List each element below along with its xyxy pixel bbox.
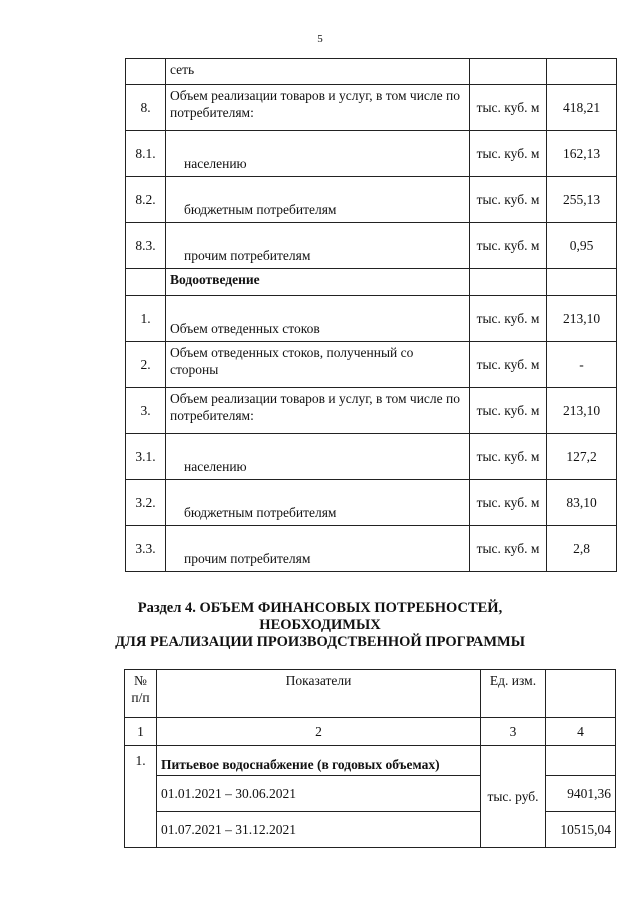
column-number: 1 (125, 718, 157, 746)
period: 01.01.2021 – 30.06.2021 (157, 776, 481, 812)
row-name: Объем отведенных стоков (166, 296, 470, 342)
row-name: Объем реализации товаров и услуг, в том числе по потребителям: (166, 388, 470, 434)
row-value: 127,2 (547, 434, 617, 480)
row-name: бюджетным потребителям (166, 480, 470, 526)
row-unit: тыс. куб. м (470, 480, 547, 526)
row-unit: тыс. куб. м (470, 296, 547, 342)
row-unit: тыс. куб. м (470, 434, 547, 480)
row-number: 1. (125, 746, 157, 848)
column-number: 3 (481, 718, 546, 746)
column-number: 4 (546, 718, 616, 746)
row-unit (470, 59, 547, 85)
page-number: 5 (317, 33, 323, 45)
header-num: № п/п (125, 670, 157, 718)
row-unit: тыс. куб. м (470, 388, 547, 434)
row-unit: тыс. куб. м (470, 223, 547, 269)
table-row (126, 131, 617, 177)
period-value: 10515,04 (546, 812, 616, 848)
row-number: 8.2. (126, 177, 166, 223)
header-row (125, 670, 616, 718)
row-value: 0,95 (547, 223, 617, 269)
table-row (126, 85, 617, 131)
row-value: 83,10 (547, 480, 617, 526)
row-name: прочим потребителям (166, 526, 470, 572)
period: 01.07.2021 – 31.12.2021 (157, 812, 481, 848)
volume-table (125, 58, 617, 572)
row-number: 8.1. (126, 131, 166, 177)
section-row (126, 269, 617, 296)
table-row (126, 59, 617, 85)
column-number: 2 (157, 718, 481, 746)
row-name: Объем реализации товаров и услуг, в том числе по потребителям: (166, 85, 470, 131)
row-value: - (547, 342, 617, 388)
heading-line: ДЛЯ РЕАЛИЗАЦИИ ПРОИЗВОДСТВЕННОЙ ПРОГРАММЫ (115, 634, 525, 650)
row-name: бюджетным потребителям (166, 177, 470, 223)
finance-table (124, 669, 616, 848)
row-name: Питьевое водоснабжение (в годовых объемах) (157, 746, 481, 776)
table-row (126, 434, 617, 480)
row-value: 418,21 (547, 85, 617, 131)
row-number (126, 59, 166, 85)
row-name: населению (166, 131, 470, 177)
row-value: 2,8 (547, 526, 617, 572)
heading-line: Раздел 4. ОБЪЕМ ФИНАНСОВЫХ ПОТРЕБНОСТЕЙ, (137, 600, 503, 616)
row-number: 2. (126, 342, 166, 388)
heading-line: НЕОБХОДИМЫХ (259, 617, 381, 633)
row-unit (470, 269, 547, 296)
row-unit: тыс. руб. (481, 746, 546, 848)
table-row (125, 746, 616, 776)
table-row (126, 223, 617, 269)
row-value: 213,10 (547, 388, 617, 434)
table-row (126, 480, 617, 526)
row-unit: тыс. куб. м (470, 85, 547, 131)
row-number: 3. (126, 388, 166, 434)
row-number: 8.3. (126, 223, 166, 269)
table-row (126, 296, 617, 342)
row-unit: тыс. куб. м (470, 342, 547, 388)
row-number: 1. (126, 296, 166, 342)
row-number: 3.1. (126, 434, 166, 480)
row-unit: тыс. куб. м (470, 177, 547, 223)
row-name: сеть (166, 59, 470, 85)
table-row (126, 177, 617, 223)
row-unit: тыс. куб. м (470, 131, 547, 177)
table-row (126, 526, 617, 572)
table-row (126, 342, 617, 388)
row-name: прочим потребителям (166, 223, 470, 269)
row-value (547, 59, 617, 85)
period-value: 9401,36 (546, 776, 616, 812)
header-value (546, 670, 616, 718)
header-unit: Ед. изм. (481, 670, 546, 718)
row-number: 8. (126, 85, 166, 131)
row-name: Объем отведенных стоков, полученный со стороны (166, 342, 470, 388)
column-numbers-row (125, 718, 616, 746)
row-number: 3.2. (126, 480, 166, 526)
row-value (546, 746, 616, 776)
row-value: 162,13 (547, 131, 617, 177)
row-number (126, 269, 166, 296)
table-row (126, 388, 617, 434)
row-value: 213,10 (547, 296, 617, 342)
row-value (547, 269, 617, 296)
row-number: 3.3. (126, 526, 166, 572)
section-4-heading (0, 600, 640, 651)
row-name: населению (166, 434, 470, 480)
row-unit: тыс. куб. м (470, 526, 547, 572)
row-value: 255,13 (547, 177, 617, 223)
header-indicators: Показатели (157, 670, 481, 718)
section-title: Водоотведение (166, 269, 470, 296)
